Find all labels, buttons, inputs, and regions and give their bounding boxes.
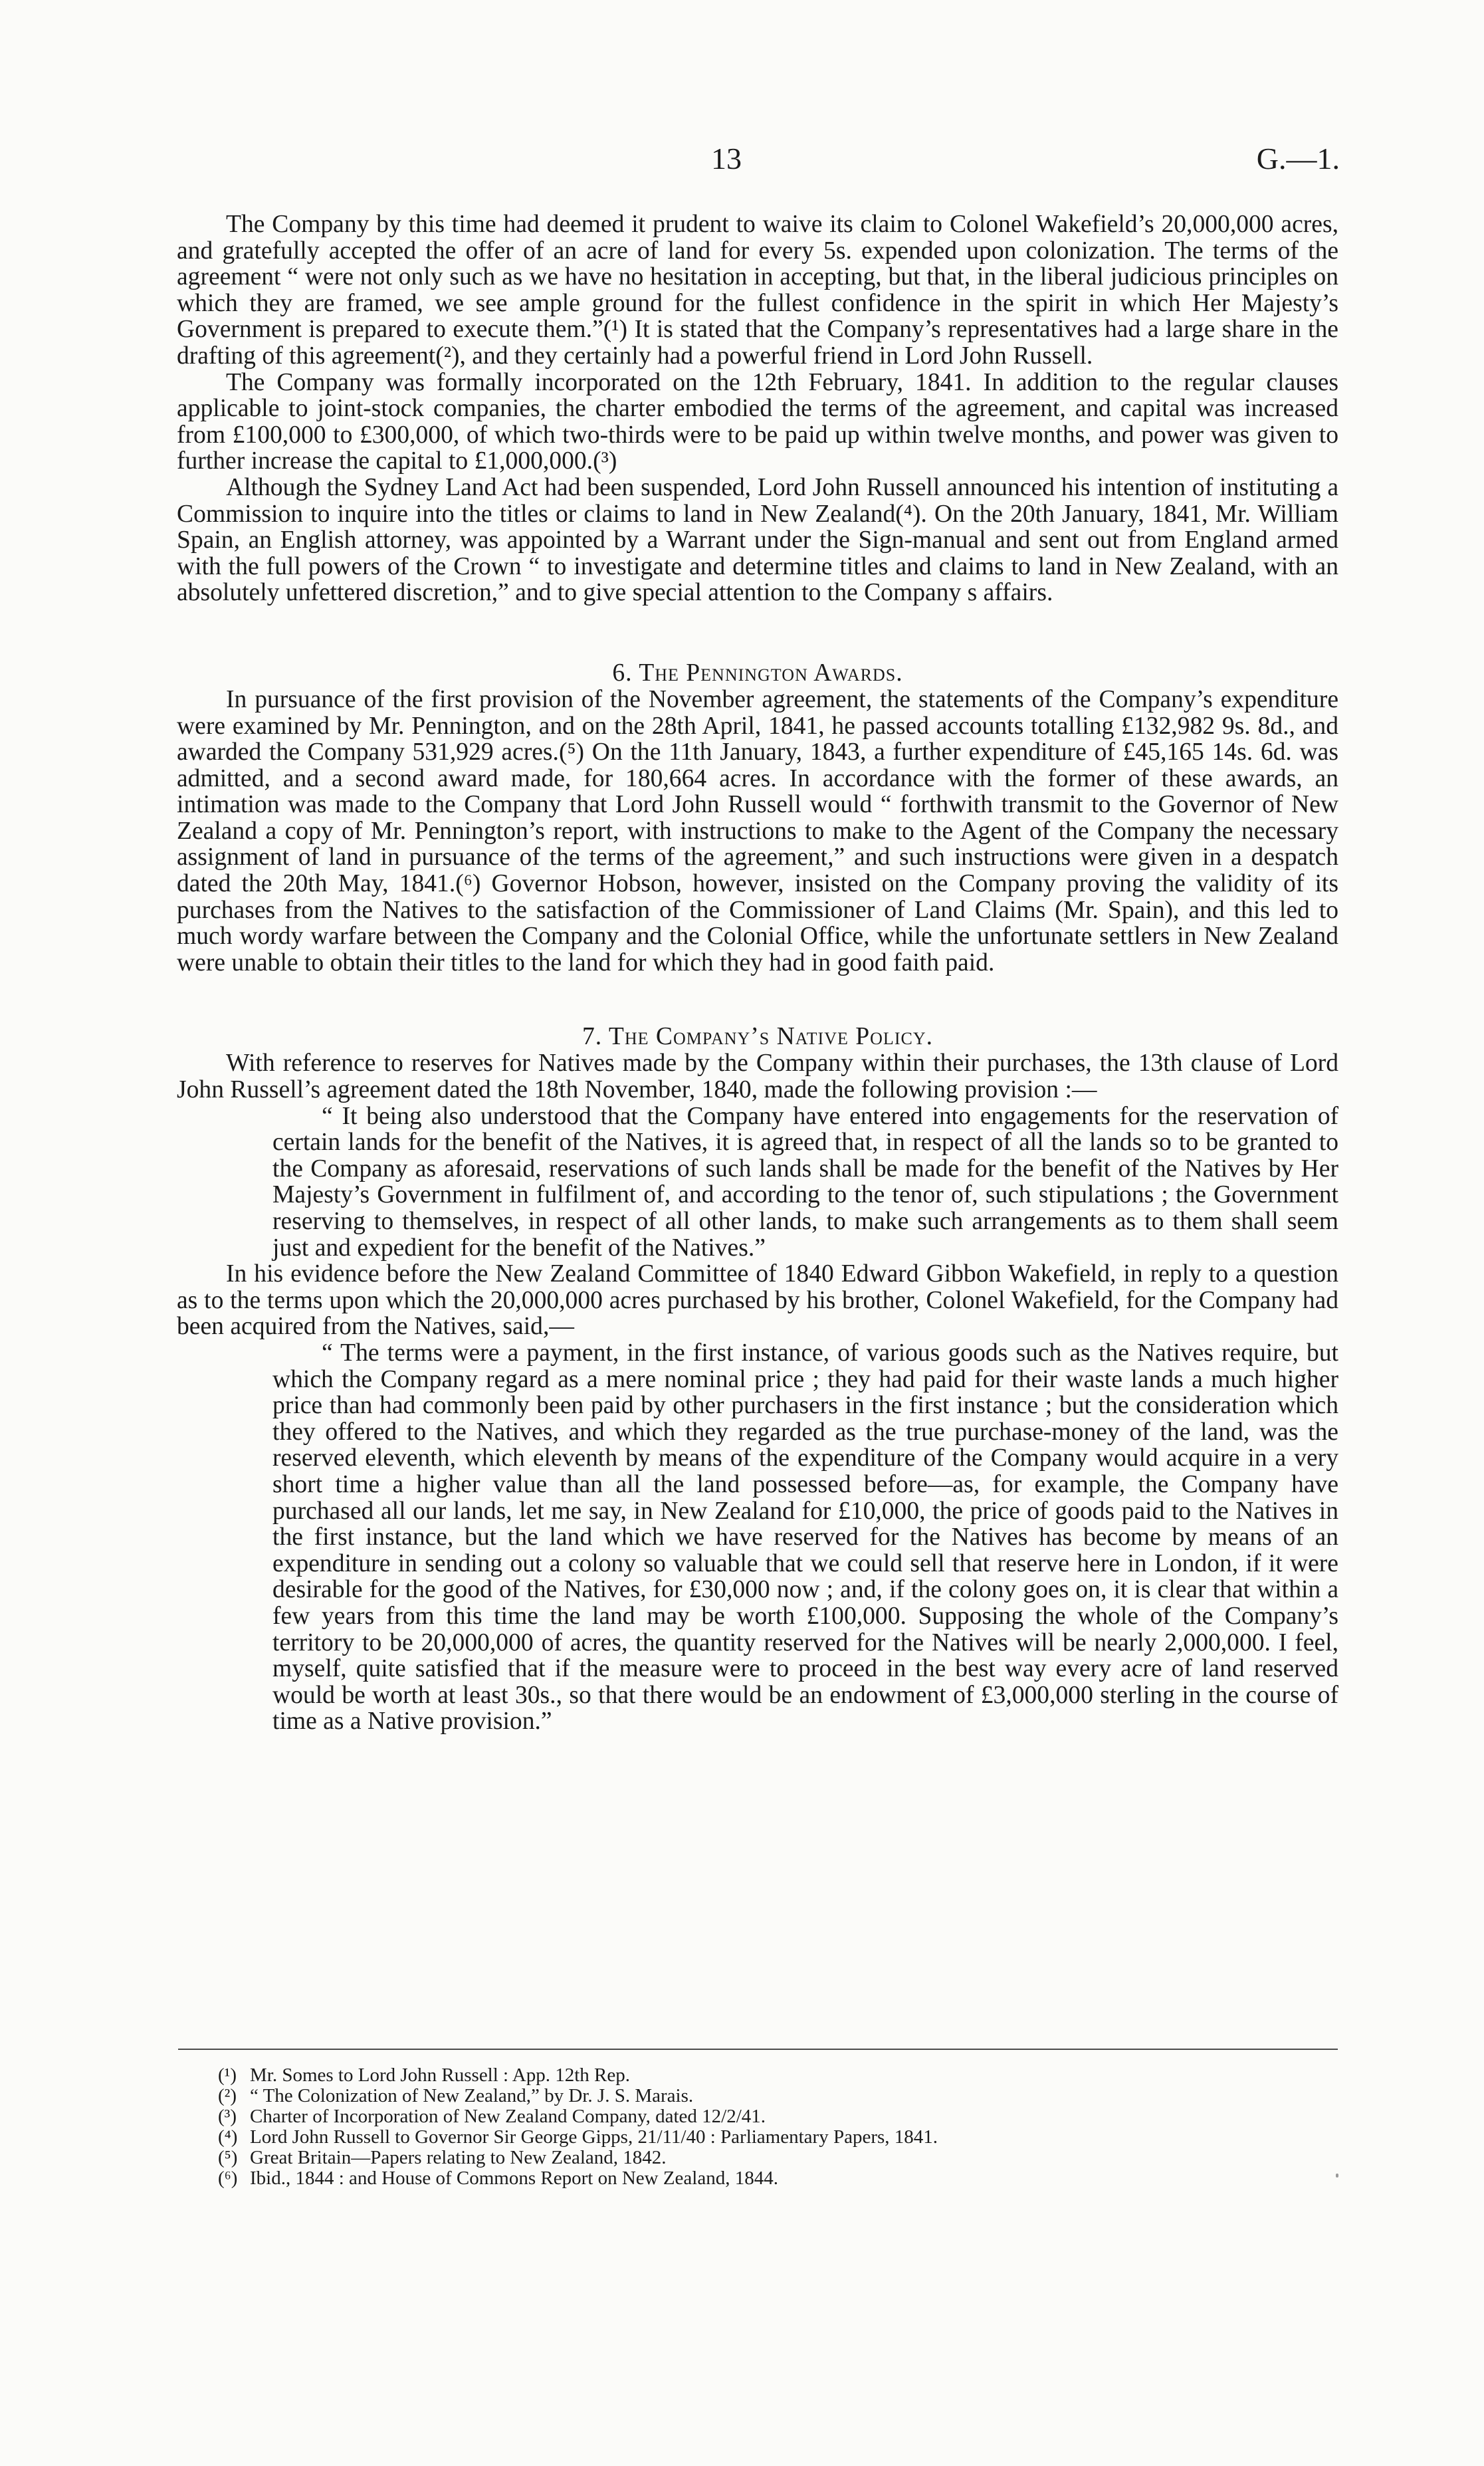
footnote-text: Charter of Incorporation of New Zealand Company, dated 12/2/41. <box>250 2106 766 2127</box>
agreement-quote: “ It being also understood that the Company have entered into engagements for the reservation of certain lands for the benefit of the Natives, it is agreed that, in respect of all the lands so to be granted to the Company as aforesaid, reservations of such lands shall be made for the benefit of the Natives by Her Majesty’s Government in fulfilment of, and according to the tenor of, such stipulations ; the Government reserving to themselves, in respect of all other lands, to make such arrangements as to them shall seem just and expedient for the benefit of the Natives.” <box>272 1102 1338 1262</box>
print-speck <box>1336 2174 1338 2178</box>
footnote <box>218 2106 1315 2127</box>
intro-paragraph-1: The Company by this time had deemed it prudent to waive its claim to Colonel Wakefield’s 20,000,000 acres, and gratefully accepted the offer of an acre of land for every 5s. expended upon colonization. The terms of the agreement “ were not only such as we have no hesitation in accepting, but that, in the liberal judicious principles on which they are framed, we see ample ground for the fullest confidence in the spirit in which Her Majesty’s Government is prepared to execute them.”(¹) It is stated that the Company’s representatives had a large share in the drafting of this agreement(²), and they certainly had a powerful friend in Lord John Russell. <box>177 211 1338 370</box>
footnotes <box>218 2065 1315 2189</box>
evidence-quote: “ The terms were a payment, in the first instance, of various goods such as the Natives require, but which the Company regard as a mere nominal price ; they had paid for their waste lands a much higher price than had commonly been paid by other purchasers in the first instance ; but the consideration which they offered to the Natives, and which they regarded as the true purchase-money of the land, was the reserved eleventh, which eleventh by means of the expenditure of the Company would acquire in a very short time a higher value than all the land possessed before—as, for example, the Company have purchased all our lands, let me say, in New Zealand for £10,000, the price of goods paid to the Natives in the first instance, but the land which we have reserved for the Natives has become by means of an expenditure in sending out a colony so valuable that we could sell that reserve here in London, if it were desirable for the good of the Natives, for £30,000 now ; and, if the colony goes on, it is clear that within a few years from this time the land may be worth £100,000. Supposing the whole of the Company’s territory to be 20,000,000 of acres, the quantity reserved for the Natives will be nearly 2,000,000. I feel, myself, quite satisfied that if the measure were to proceed in the best way every acre of land reserved would be worth at least 30s., so that there would be an endowment of £3,000,000 sterling in the course of time as a Native provision.” <box>272 1339 1338 1736</box>
section-7-heading: 7. The Company’s Native Policy. <box>582 1023 933 1051</box>
intro-paragraph-2: The Company was formally incorporated on the 12th February, 1841. In addition to the regular clauses applicable to joint-stock companies, the charter embodied the terms of the agreement, and capital was increased from £100,000 to £300,000, of which two-thirds were to be paid up within twelve months, and power was given to further increase the capital to £1,000,000.(³) <box>177 368 1338 475</box>
section-7-paragraph-2: In his evidence before the New Zealand Committee of 1840 Edward Gibbon Wakefield, in reply to a question as to the terms upon which the 20,000,000 acres purchased by his brother, Colonel Wakefield, for the Company had been acquired from the Natives, said,— <box>177 1260 1338 1341</box>
footnote-mark: (¹) <box>218 2065 237 2086</box>
footnote-text: Ibid., 1844 : and House of Commons Report on New Zealand, 1844. <box>250 2168 778 2189</box>
footnote-text: Lord John Russell to Governor Sir George Gipps, 21/11/40 : Parliamentary Papers, 1841. <box>250 2126 938 2148</box>
footnote-mark: (³) <box>218 2106 237 2127</box>
main-text <box>177 211 1338 1735</box>
footnote-mark: (⁶) <box>218 2168 238 2189</box>
footnote-divider <box>178 2049 1338 2050</box>
footnote <box>218 2065 1315 2086</box>
section-spacer <box>177 606 1338 660</box>
footnote-text: Mr. Somes to Lord John Russell : App. 12th Rep. <box>250 2065 630 2086</box>
document-code: G.—1. <box>1256 142 1340 175</box>
footnote-text: “ The Colonization of New Zealand,” by Dr. J. S. Marais. <box>250 2085 694 2106</box>
page-number: 13 <box>711 142 742 175</box>
footnote <box>218 2168 1315 2189</box>
footnote-mark: (²) <box>218 2085 237 2106</box>
footnote <box>218 2086 1315 2106</box>
section-spacer <box>177 976 1338 1024</box>
page-header <box>0 141 1484 181</box>
section-7-paragraph-1: With reference to reserves for Natives made by the Company within their purchases, the 13th clause of Lord John Russell’s agreement dated the 18th November, 1840, made the following provision :— <box>177 1050 1338 1104</box>
section-6-heading: 6. The Pennington Awards. <box>612 659 903 687</box>
section-6-paragraph-1: In pursuance of the first provision of the November agreement, the statements of the Company’s expenditure were examined by Mr. Pennington, and on the 28th April, 1841, he passed accounts totalling £132,982 9s. 8d., and awarded the Company 531,929 acres.(⁵) On the 11th January, 1843, a further expenditure of £45,165 14s. 6d. was admitted, and a second award made, for 180,664 acres. In accordance with the former of these awards, an intimation was made to the Company that Lord John Russell would “ forthwith transmit to the Governor of New Zealand a copy of Mr. Pennington’s report, with instructions to make to the Agent of the Company the necessary assignment of land in pursuance of the terms of the agreement,” and such instructions were given in a despatch dated the 20th May, 1841.(⁶) Governor Hobson, however, insisted on the Company proving the validity of its purchases from the Natives to the satisfaction of the Commissioner of Land Claims (Mr. Spain), and this led to much wordy warfare between the Company and the Colonial Office, while the unfortunate settlers in New Zealand were unable to obtain their titles to the land for which they had in good faith paid. <box>177 685 1338 976</box>
footnote-mark: (⁵) <box>218 2147 238 2168</box>
footnote-mark: (⁴) <box>218 2126 238 2148</box>
footnote-text: Great Britain—Papers relating to New Zealand, 1842. <box>250 2147 667 2168</box>
intro-paragraph-3: Although the Sydney Land Act had been suspended, Lord John Russell announced his intention of instituting a Commission to inquire into the titles or claims to land in New Zealand(⁴). On the 20th January, 1841, Mr. William Spain, an English attorney, was appointed by a Warrant under the Sign-manual and sent out from England armed with the full powers of the Crown “ to investigate and determine titles and claims to land in New Zealand, with an absolutely unfettered discretion,” and to give special attention to the Company s affairs. <box>177 473 1338 607</box>
footnote <box>218 2148 1315 2168</box>
footnote <box>218 2127 1315 2148</box>
